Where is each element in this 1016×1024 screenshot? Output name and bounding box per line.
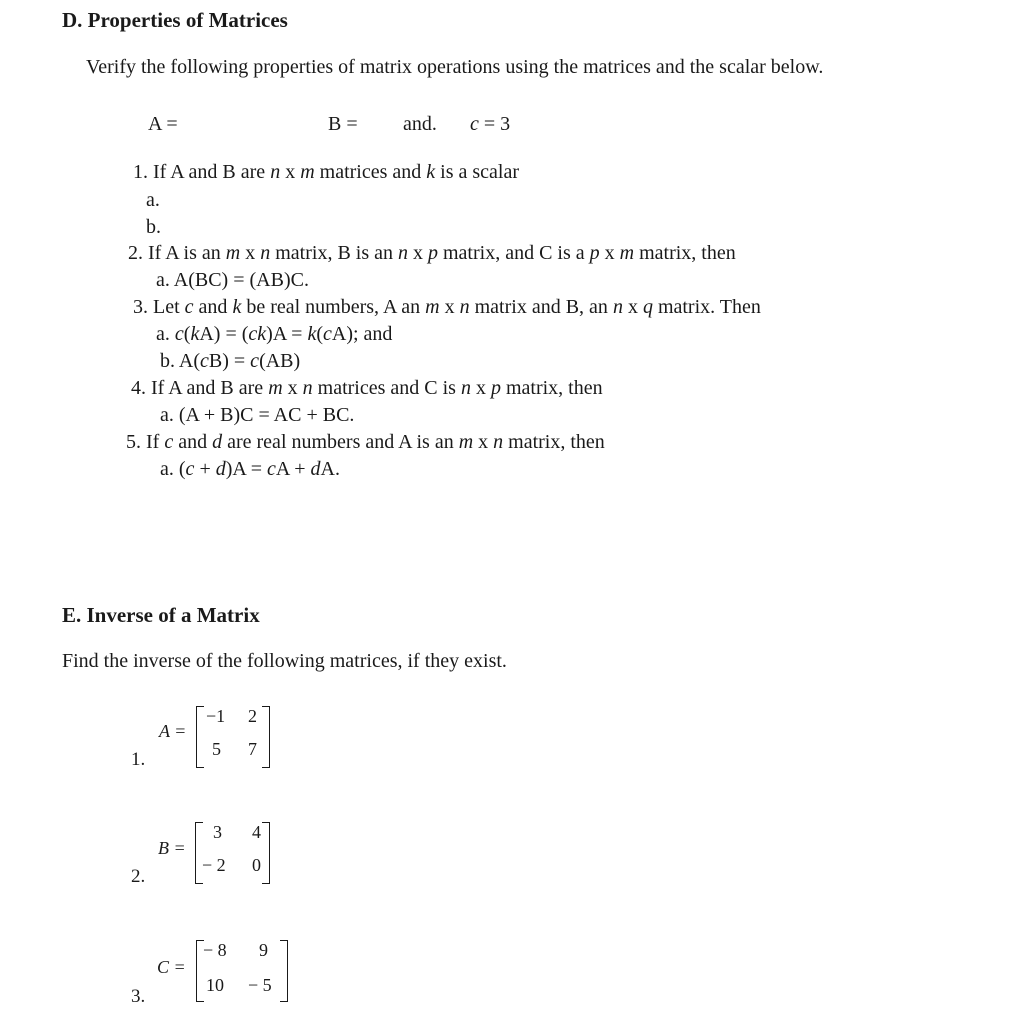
property-3-b: b. A(cB) = c(AB) xyxy=(160,350,301,372)
matrix-a-r2c2: 7 xyxy=(248,739,257,759)
left-bracket xyxy=(196,706,204,768)
matrix-c-label: C = xyxy=(157,957,186,977)
property-5: 5. If c and d are real numbers and A is an m x n matrix, then xyxy=(126,431,605,453)
right-bracket xyxy=(262,822,270,884)
property-4: 4. If A and B are m x n matrices and C is n x p matrix, then xyxy=(131,377,603,399)
matrix-a-r2c1: 5 xyxy=(212,739,221,759)
section-d-intro: Verify the following properties of matrix operations using the matrices and the scalar below. xyxy=(86,56,824,78)
section-e-intro: Find the inverse of the following matrices, if they exist. xyxy=(62,650,507,672)
property-2: 2. If A is an m x n matrix, B is an n x p matrix, and C is a p x m matrix, then xyxy=(128,242,736,264)
matrix-b xyxy=(195,822,270,884)
property-1-b: b. xyxy=(146,216,161,238)
matrix-b-label: B = xyxy=(158,838,186,858)
property-4-a: a. (A + B)C = AC + BC. xyxy=(160,404,355,426)
property-1: 1. If A and B are n x m matrices and k is a scalar xyxy=(133,161,520,183)
property-3: 3. Let c and k be real numbers, A an m x n matrix and B, an n x q matrix. Then xyxy=(133,296,761,318)
matrix-b-r1c2: 4 xyxy=(252,822,261,842)
matrix-b-r2c2: 0 xyxy=(252,855,261,875)
section-d-heading: D. Properties of Matrices xyxy=(62,8,288,32)
matrix-a-label: A = xyxy=(159,721,187,741)
given-and: and. xyxy=(403,113,437,135)
right-bracket xyxy=(280,940,288,1002)
matrix-c-r1c1: − 8 xyxy=(203,940,227,960)
matrix-a xyxy=(196,706,270,768)
matrix-b-r1c1: 3 xyxy=(213,822,222,842)
matrix-c-r2c2: − 5 xyxy=(248,975,272,995)
matrix-c xyxy=(196,940,288,1002)
property-5-a: a. (c + d)A = cA + dA. xyxy=(160,458,340,480)
matrix-b-r2c1: − 2 xyxy=(202,855,226,875)
section-e-heading: E. Inverse of a Matrix xyxy=(62,603,260,627)
given-scalar: c = 3 xyxy=(470,113,511,135)
problem-2-number: 2. xyxy=(131,866,146,887)
given-a-label: A = xyxy=(148,113,178,135)
given-b-label: B = xyxy=(328,113,358,135)
problem-1-number: 1. xyxy=(131,749,146,770)
matrix-c-r1c2: 9 xyxy=(259,940,268,960)
property-1-a: a. xyxy=(146,189,160,211)
problem-3-number: 3. xyxy=(131,986,146,1007)
property-3-a: a. c(kA) = (ck)A = k(cA); and xyxy=(156,323,393,345)
property-2-a: a. A(BC) = (AB)C. xyxy=(156,269,309,291)
matrix-c-r2c1: 10 xyxy=(206,975,224,995)
right-bracket xyxy=(262,706,270,768)
matrix-a-r1c1: −1 xyxy=(206,706,226,726)
matrix-a-r1c2: 2 xyxy=(248,706,257,726)
